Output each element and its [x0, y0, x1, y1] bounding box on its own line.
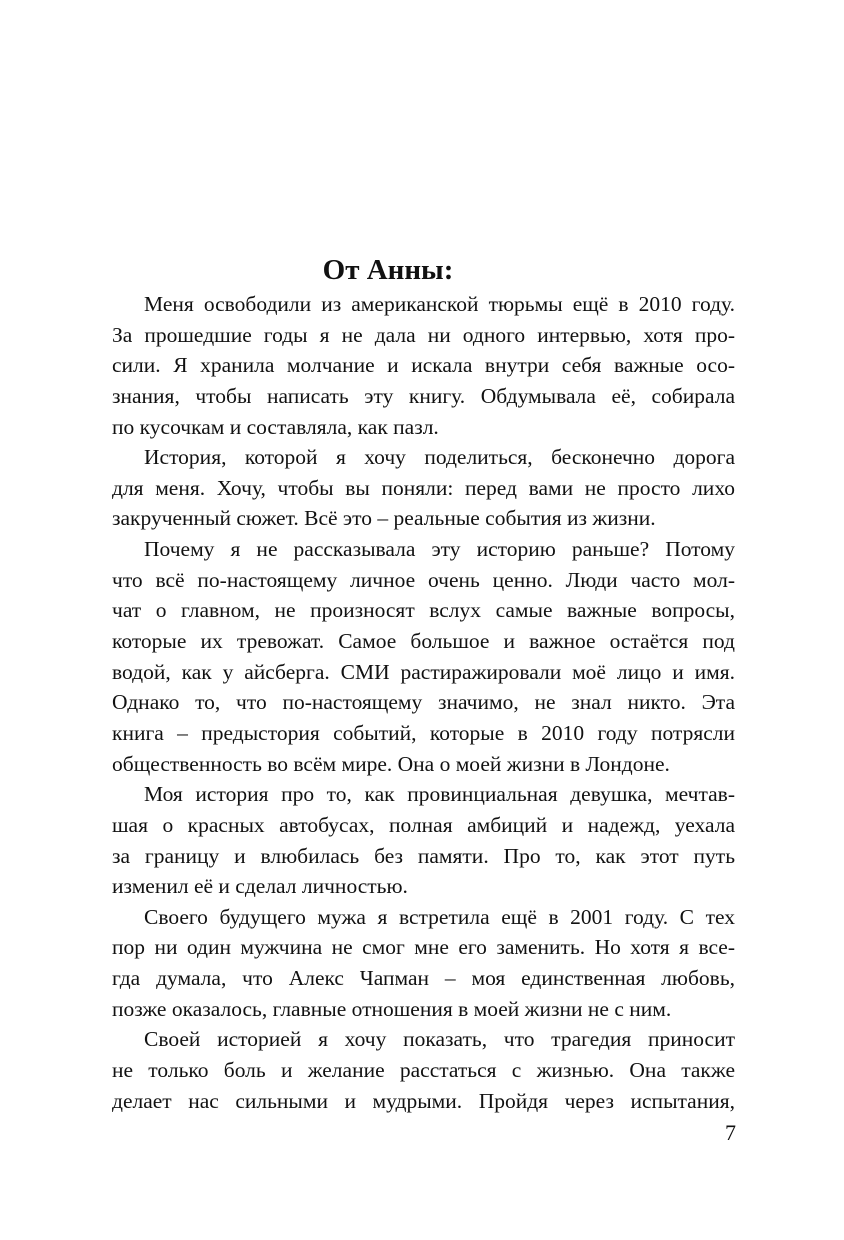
- text-line: Своего будущего мужа я встретила ещё в 2001 году. С тех: [144, 904, 735, 929]
- text-line: делает нас сильными и мудрыми. Пройдя через испытания,: [112, 1088, 735, 1113]
- text-line: водой, как у айсберга. СМИ растиражировали моё лицо и имя.: [112, 659, 735, 684]
- text-line: Своей историей я хочу показать, что трагедия приносит: [144, 1027, 735, 1052]
- text-line: изменил её и сделал личностью.: [112, 874, 408, 899]
- text-line: что всё по-настоящему личное очень ценно. Люди часто мол-: [112, 567, 735, 592]
- text-line: Моя история про то, как провинциальная девушка, мечтав-: [144, 782, 735, 807]
- text-line: которые их тревожат. Самое большое и важное остаётся под: [112, 629, 735, 654]
- page-number: 7: [725, 1120, 736, 1145]
- text-line: За прошедшие годы я не дала ни одного интервью, хотя про-: [112, 322, 735, 347]
- text-line: знания, чтобы написать эту книгу. Обдумывала её, собирала: [112, 383, 735, 408]
- text-line: Меня освободили из американской тюрьмы ещё в 2010 году.: [144, 292, 735, 316]
- text-line: за границу и влюбилась без памяти. Про то, как этот путь: [112, 843, 735, 868]
- text-line: книга – предыстория событий, которые в 2010 году потрясли: [112, 720, 735, 745]
- chapter-title: От Анны:: [322, 254, 454, 286]
- body-text: [112, 289, 735, 1116]
- text-line: по кусочкам и составляла, как пазл.: [112, 414, 439, 439]
- text-line: История, которой я хочу поделиться, бесконечно дорога: [144, 445, 735, 470]
- text-line: чат о главном, не произносят вслух самые важные вопросы,: [112, 598, 735, 623]
- text-line: не только боль и желание расстаться с жизнью. Она также: [112, 1058, 735, 1083]
- text-line: шая о красных автобусах, полная амбиций и надежд, уехала: [112, 812, 735, 837]
- text-line: позже оказалось, главные отношения в моей жизни не с ним.: [112, 996, 672, 1021]
- text-line: Однако то, что по-настоящему значимо, не знал никто. Эта: [112, 690, 735, 715]
- text-line: сили. Я хранила молчание и искала внутри себя важные осо-: [112, 353, 735, 378]
- text-line: пор ни один мужчина не смог мне его заменить. Но хотя я все-: [112, 935, 735, 960]
- text-line: общественность во всём мире. Она о моей жизни в Лондоне.: [112, 751, 670, 776]
- text-line: для меня. Хочу, чтобы вы поняли: перед вами не просто лихо: [112, 475, 735, 500]
- text-line: гда думала, что Алекс Чапман – моя единственная любовь,: [112, 966, 735, 991]
- text-line: Почему я не рассказывала эту историю раньше? Потому: [144, 537, 735, 562]
- text-line: закрученный сюжет. Всё это – реальные события из жизни.: [112, 506, 656, 531]
